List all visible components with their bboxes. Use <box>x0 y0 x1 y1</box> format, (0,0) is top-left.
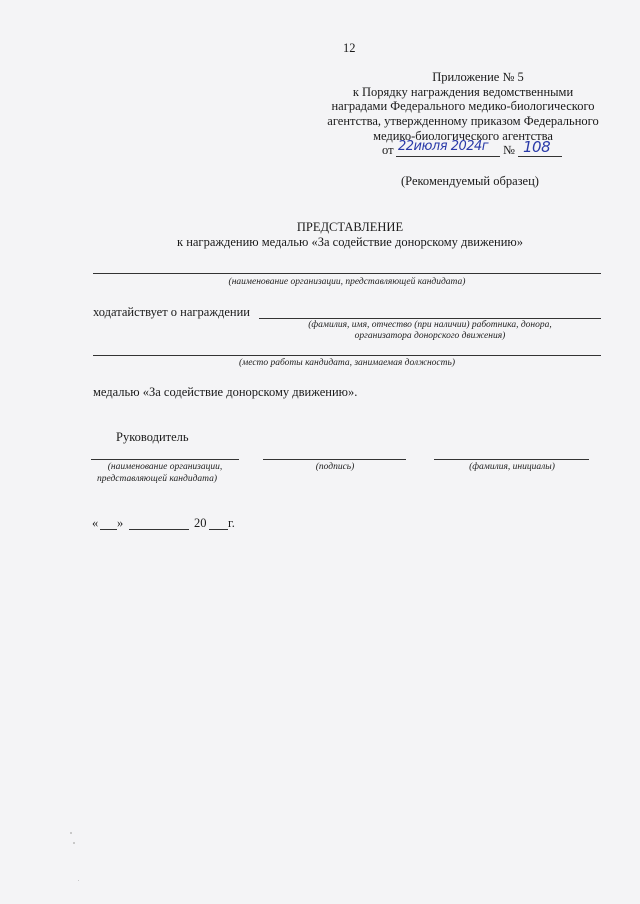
date-open-quote: « <box>92 516 99 530</box>
date-year-prefix: 20 <box>194 516 207 530</box>
date-day-line <box>100 529 117 530</box>
sign-name-caption: (фамилия, инициалы) <box>469 462 555 472</box>
scan-speck <box>70 832 72 834</box>
date-close-quote: » <box>117 516 124 530</box>
appendix-line: наградами Федерального медико-биологического <box>331 99 595 113</box>
number-underline <box>518 156 562 157</box>
document-title: ПРЕДСТАВЛЕНИЕ <box>296 220 404 234</box>
sign-signature-caption: (подпись) <box>315 462 355 472</box>
head-label: Руководитель <box>116 430 189 444</box>
handwritten-number: 108 <box>523 138 551 156</box>
sign-org-caption-line1: (наименование организации, <box>107 462 223 472</box>
from-prefix: от <box>382 143 394 157</box>
date-underline <box>396 156 500 157</box>
sample-note: (Рекомендуемый образец) <box>401 174 539 188</box>
petition-label: ходатайствует о награждении <box>93 305 250 319</box>
page-number: 12 <box>343 41 356 55</box>
org-field-line <box>93 273 601 274</box>
appendix-line: медико-биологического агентства <box>373 129 553 143</box>
sign-org-line <box>91 459 239 460</box>
appendix-line: агентства, утвержденному приказом Федерального <box>327 114 599 128</box>
workplace-caption: (место работы кандидата, занимаемая должность) <box>239 358 455 368</box>
scan-speck <box>78 880 79 881</box>
medal-text: медалью «За содействие донорскому движению». <box>93 385 358 399</box>
scan-speck <box>73 842 75 844</box>
org-field-caption: (наименование организации, представляющей кандидата) <box>228 277 466 287</box>
handwritten-date: 22июля 2024г <box>398 139 489 154</box>
person-field-line <box>259 318 601 319</box>
sign-signature-line <box>263 459 406 460</box>
person-caption-line2: организатора донорского движения) <box>354 331 506 341</box>
date-month-line <box>129 529 189 530</box>
appendix-line: к Порядку награждения ведомственными <box>352 85 574 99</box>
sign-name-line <box>434 459 589 460</box>
workplace-field-line <box>93 355 601 356</box>
appendix-title: Приложение № 5 <box>432 70 524 84</box>
number-prefix: № <box>503 143 515 157</box>
document-subtitle: к награждению медалью «За содействие донорскому движению» <box>177 235 523 249</box>
sign-org-caption-line2: представляющей кандидата) <box>96 474 218 484</box>
date-year-line <box>209 529 228 530</box>
date-year-suffix: г. <box>228 516 235 530</box>
person-caption-line1: (фамилия, имя, отчество (при наличии) работника, донора, <box>308 320 552 330</box>
